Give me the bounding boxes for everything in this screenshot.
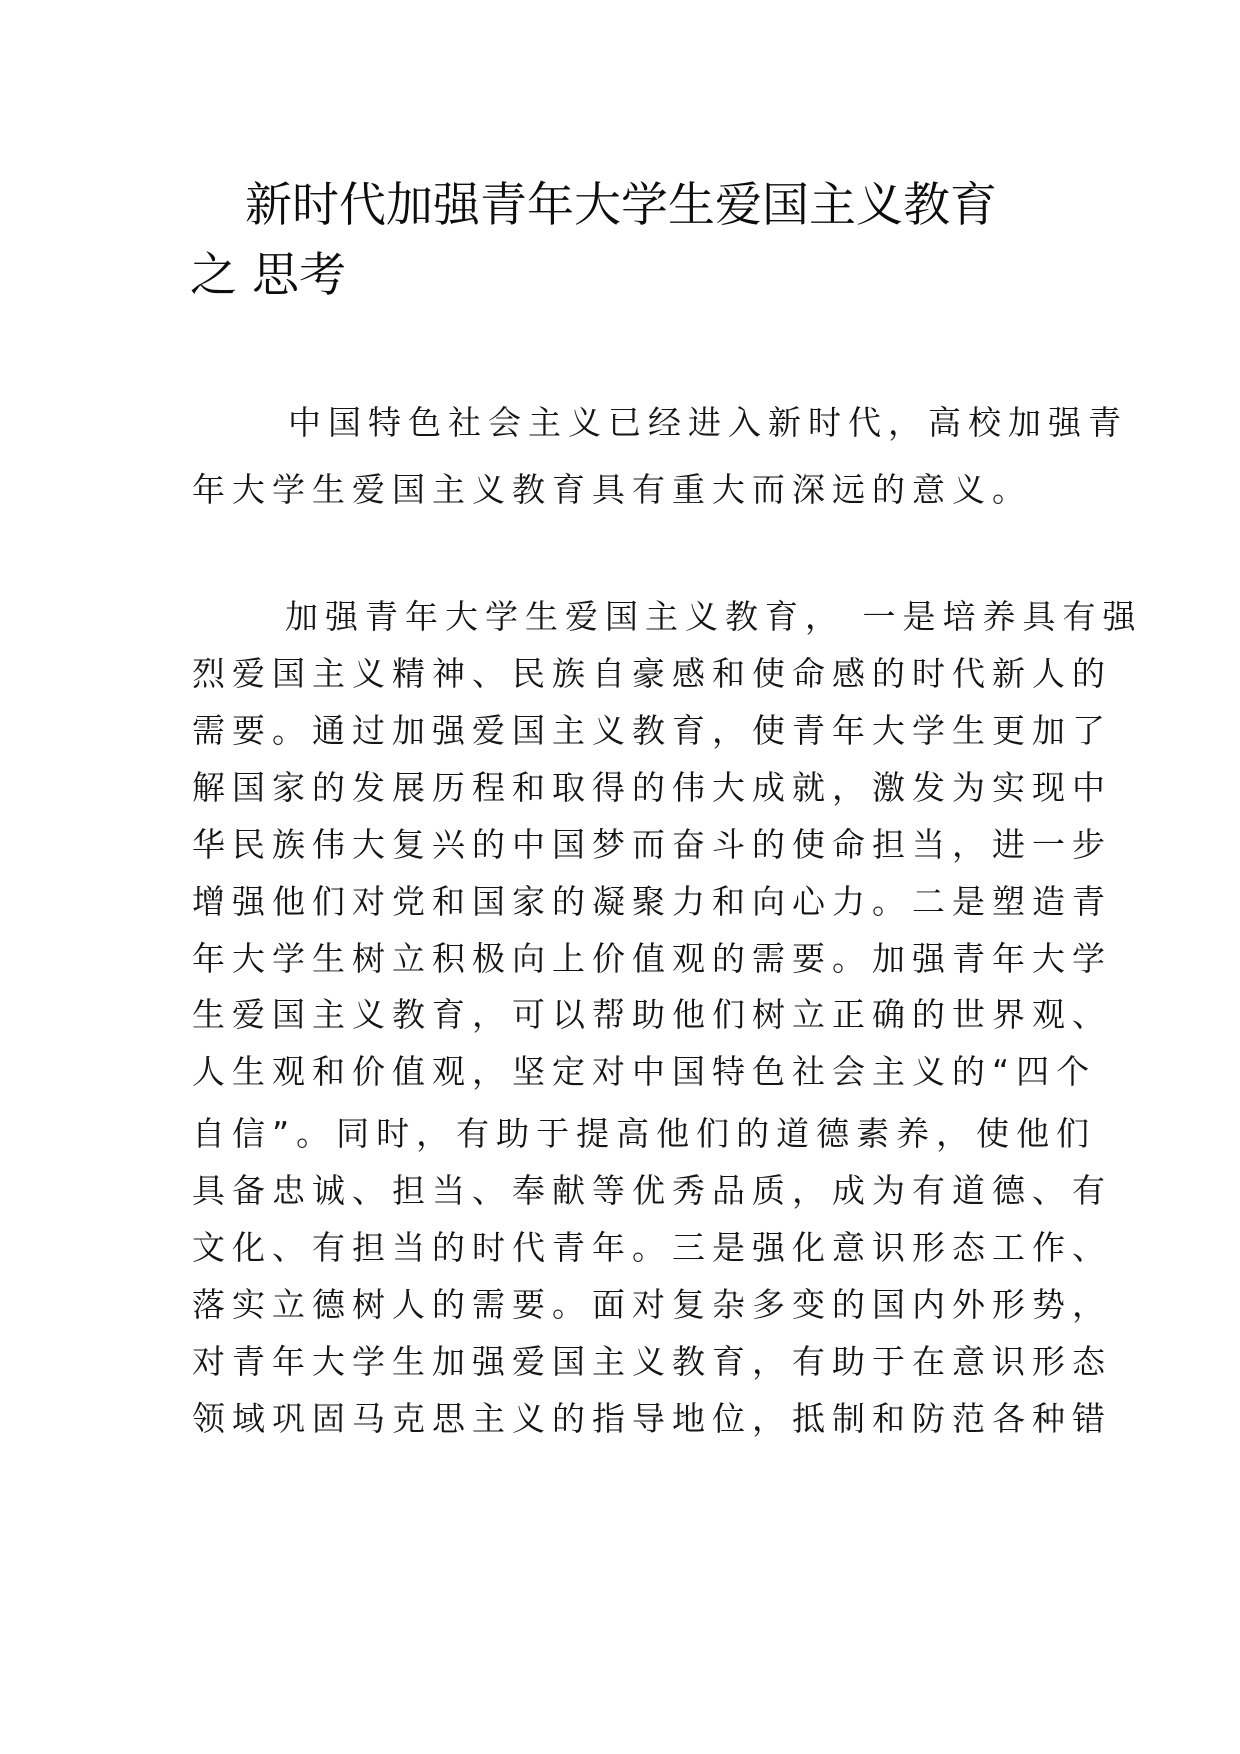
paragraph-line: 烈爱国主义精神、民族自豪感和使命感的时代新人的 (192, 654, 1112, 693)
paragraph-line: 自信”。同时，有助于提高他们的道德素养，使他们 (192, 1114, 1097, 1153)
paragraph-line: 领域巩固马克思主义的指导地位，抵制和防范各种错 (192, 1399, 1112, 1438)
paragraph-line: 对青年大学生加强爱国主义教育，有助于在意识形态 (192, 1342, 1112, 1381)
paragraph-line: 落实立德树人的需要。面对复杂多变的国内外形势， (192, 1285, 1112, 1324)
paragraph-line: 华民族伟大复兴的中国梦而奋斗的使命担当，进一步 (192, 825, 1112, 864)
paragraph-line: 年大学生树立积极向上价值观的需要。加强青年大学 (192, 939, 1112, 978)
paragraph-line: 中国特色社会主义已经进入新时代，高校加强青 (288, 403, 1128, 442)
paragraph-line: 文化、有担当的时代青年。三是强化意识形态工作、 (192, 1228, 1112, 1267)
paragraph-line: 增强他们对党和国家的凝聚力和向心力。二是塑造青 (192, 882, 1112, 921)
paragraph-line: 生爱国主义教育，可以帮助他们树立正确的世界观、 (192, 995, 1112, 1034)
document-title-line-1: 新时代加强青年大学生爱国主义教育 (245, 178, 997, 233)
paragraph-line: 人生观和价值观，坚定对中国特色社会主义的“四个 (192, 1052, 1097, 1091)
paragraph-line: 年大学生爱国主义教育具有重大而深远的意义。 (192, 470, 1032, 509)
paragraph-line: 具备忠诚、担当、奉献等优秀品质，成为有道德、有 (192, 1171, 1112, 1210)
paragraph-line: 加强青年大学生爱国主义教育， 一是培养具有强 (285, 597, 1143, 636)
paragraph-line: 需要。通过加强爱国主义教育，使青年大学生更加了 (192, 711, 1112, 750)
paragraph-line: 解国家的发展历程和取得的伟大成就，激发为实现中 (192, 768, 1112, 807)
document-title-line-2: 之 思考 (190, 248, 346, 303)
